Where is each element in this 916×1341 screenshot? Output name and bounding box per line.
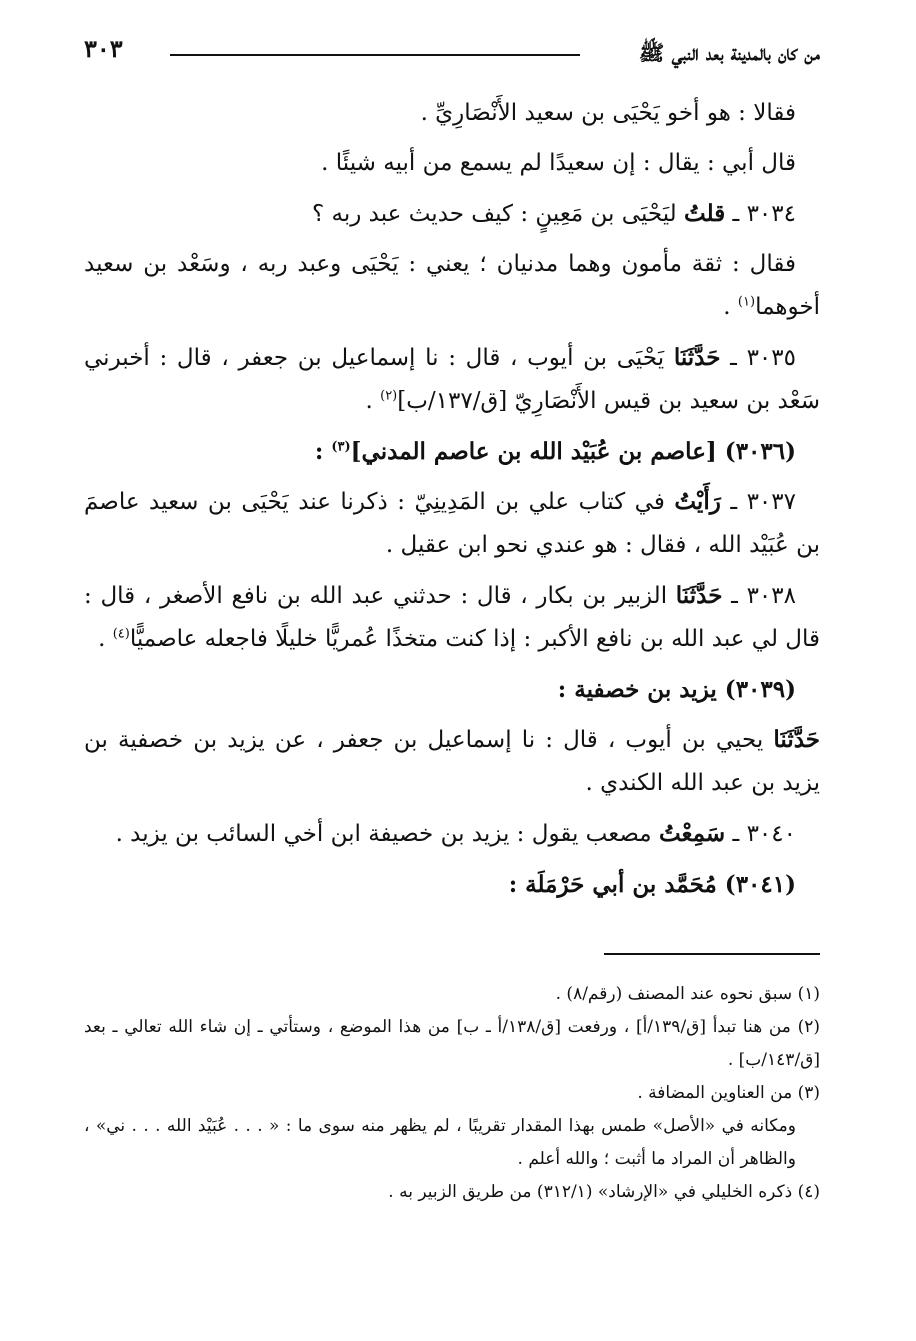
section-heading-3036: (٣٠٣٦) [عاصم بن عُبَيْد الله بن عاصم المدني]$^{(٣)}$ : xyxy=(314,438,796,465)
footnote-ref: (٣) xyxy=(331,439,351,455)
narration-keyword: رَأَيْتُ xyxy=(674,488,721,515)
narration-number: ٣٠٣٧ ـ xyxy=(730,489,796,515)
footnote-ref: (١) xyxy=(737,294,756,310)
footnotes xyxy=(84,978,820,1209)
narration-keyword: حَدَّثَنَا xyxy=(673,344,721,371)
narration-keyword: حَدَّثَنَا xyxy=(773,726,821,753)
footnote-2: (٢) من هنا تبدأ [ق/١٣٩/أ] ، ورفعت [ق/١٣٨/أ ـ ب] من هذا الموضع ، وستأتي ـ إن شاء الله تعالي ـ بعد [ق/١٤٣/ب] . xyxy=(84,1017,820,1070)
narration-number: ٣٠٣٤ ـ xyxy=(732,201,796,227)
page-header xyxy=(84,34,820,78)
header-rule xyxy=(170,54,580,56)
footnote-3: (٣) من العناوين المضافة . xyxy=(637,1083,820,1103)
footnote-ref: (٢) xyxy=(380,388,398,404)
paragraph: فقال : ثقة مأمون وهما مدنيان ؛ يعني : يَحْيَى وعبد ربه ، وسَعْد بن سعيد أخوهما$^{(١)}$ . xyxy=(84,251,820,320)
footnote-3-continuation: ومكانه في «الأصل» طمس بهذا المقدار تقريبًا ، لم يظهر منه سوى ما : « . . . عُبَيْد الله . . . ني» ، والظاهر أن المراد ما أثبت ؛ والله أعلم . xyxy=(84,1116,796,1169)
section-heading-3039: (٣٠٣٩) يزيد بن خصفية : xyxy=(557,676,796,703)
narration-3035: ٣٠٣٥ ـ حَدَّثَنَا يَحْيَى بن أيوب ، قال : نا إسماعيل بن جعفر ، قال : أخبرني سَعْد بن سعيد بن قيس الأَنْصَارِيّ [ق/١٣٧/ب]$^{(٢)}$ . xyxy=(84,344,820,414)
section-heading-3041: (٣٠٤١) مُحَمَّد بن أبي حَرْمَلَة : xyxy=(508,871,796,898)
narration-keyword: حَدَّثَنَا xyxy=(675,582,723,609)
running-title: من كان بالمدينة بعد النبي ﷺ xyxy=(638,40,820,65)
page-number: ٣٠٣ xyxy=(84,34,123,63)
narration-3040: ٣٠٤٠ ـ سَمِعْتُ مصعب يقول : يزيد بن خصيفة ابن أخي السائب بن يزيد . xyxy=(115,820,796,847)
footnote-separator xyxy=(604,953,820,955)
narration-3034: ٣٠٣٤ ـ قلتُ ليَحْيَى بن مَعِينٍ : كيف حديث عبد ربه ؟ xyxy=(312,200,796,227)
footnote-ref: (٤) xyxy=(112,626,130,642)
paragraph: فقالا : هو أخو يَحْيَى بن سعيد الأَنْصَارِيِّ . xyxy=(420,100,796,126)
narration-3037: ٣٠٣٧ ـ رَأَيْتُ في كتاب علي بن المَدِينِيّ : ذكرنا عند يَحْيَى بن سعيد عاصمَ بن عُبَيْد الله ، فقال : هو عندي نحو ابن عقيل . xyxy=(84,488,820,558)
main-text xyxy=(84,92,820,913)
narration-number: ٣٠٣٥ ـ xyxy=(730,345,796,371)
narration-keyword: قلتُ xyxy=(684,200,726,227)
narration-3038: ٣٠٣٨ ـ حَدَّثَنَا الزبير بن بكار ، قال : حدثني عبد الله بن نافع الأصغر ، قال : قال لي عبد الله بن نافع الأكبر : إذا كنت متخذًا عُمريًّا خليلًا فاجعله عاصميًّا$^{(٤)}$ . xyxy=(84,582,820,652)
paragraph: قال أبي : يقال : إن سعيدًا لم يسمع من أبيه شيئًا . xyxy=(321,150,796,176)
narration-number: ٣٠٤٠ ـ xyxy=(732,821,796,847)
footnote-1: (١) سبق نحوه عند المصنف (رقم/٨) . xyxy=(555,984,820,1004)
narration-number: ٣٠٣٨ ـ xyxy=(731,583,796,609)
footnote-4: (٤) ذكره الخليلي في «الإرشاد» (٣١٢/١) من طريق الزبير به . xyxy=(388,1182,820,1202)
narration-keyword: سَمِعْتُ xyxy=(658,820,726,847)
narration-3039: حَدَّثَنَا يحيي بن أيوب ، قال : نا إسماعيل بن جعفر ، عن يزيد بن خصفية بن يزيد بن عبد الله الكندي . xyxy=(84,726,821,796)
